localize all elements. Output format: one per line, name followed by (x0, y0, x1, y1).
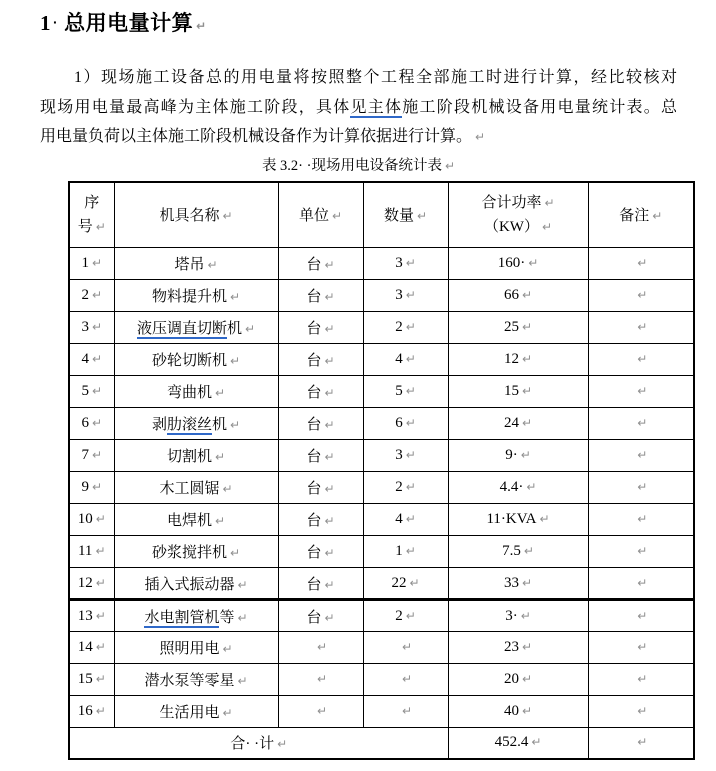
pilcrow-mark: ↵ (521, 320, 533, 334)
pilcrow-mark: ↵ (520, 608, 531, 623)
cell-qty: 6 ↵ (363, 408, 448, 440)
pilcrow-mark: ↵ (316, 640, 328, 654)
pilcrow-mark: ↵ (324, 546, 335, 560)
cell-remark (588, 536, 694, 568)
pilcrow-mark: ↵ (521, 288, 533, 302)
cell-no: 15 ↵ (69, 664, 114, 696)
cell-remark (588, 504, 694, 536)
cell-no: 13 ↵ (69, 600, 114, 632)
cell-qty: 3 ↵ (363, 440, 448, 472)
cell-name: 液压调直切断机 ↵ (114, 312, 278, 344)
pilcrow-mark: ↵ (637, 480, 648, 494)
cell-remark (588, 408, 694, 440)
header-no: 序 号 ↵ (69, 182, 114, 248)
cell-qty (363, 664, 448, 696)
table-caption: 表 3.2· ·现场用电设备统计表 ↵ (261, 157, 456, 174)
cell-power: 23 ↵ (448, 632, 588, 664)
cell-remark (588, 664, 694, 696)
cell-remark (588, 280, 694, 312)
pilcrow-mark: ↵ (324, 418, 335, 432)
pilcrow-mark: ↵ (544, 195, 555, 210)
cell-qty: 4 ↵ (363, 344, 448, 376)
pilcrow-mark: ↵ (637, 288, 648, 302)
pilcrow-mark: ↵ (521, 352, 533, 366)
cell-no: 1 ↵ (69, 248, 114, 280)
pilcrow-mark: ↵ (324, 322, 335, 336)
cell-qty (363, 696, 448, 728)
cell-unit (278, 632, 363, 664)
table-row (69, 504, 694, 536)
table-row (69, 664, 694, 696)
pilcrow-mark: ↵ (652, 209, 663, 224)
pilcrow-mark: ↵ (637, 384, 648, 398)
cell-name: 塔吊 ↵ (114, 248, 278, 280)
pilcrow-mark: ↵ (324, 450, 335, 464)
pilcrow-mark: ↵ (229, 418, 241, 432)
pilcrow-mark: ↵ (526, 480, 537, 494)
pilcrow-mark: ↵ (521, 640, 533, 654)
cell-qty: 2 ↵ (363, 600, 448, 632)
pilcrow-mark: ↵ (95, 672, 106, 686)
cell-unit: 台 ↵ (278, 280, 363, 312)
cell-remark (588, 632, 694, 664)
cell-power: 15 ↵ (448, 376, 588, 408)
pilcrow-mark: ↵ (521, 575, 533, 590)
cell-no: 6 ↵ (69, 408, 114, 440)
pilcrow-mark: ↵ (95, 544, 106, 558)
table-row (69, 280, 694, 312)
table-row (69, 696, 694, 728)
pilcrow-mark: ↵ (229, 290, 241, 304)
pilcrow-mark: ↵ (214, 450, 226, 464)
cell-unit: 台 ↵ (278, 248, 363, 280)
pilcrow-mark: ↵ (324, 386, 335, 400)
cell-name: 砂轮切断机 ↵ (114, 344, 278, 376)
pilcrow-mark: ↵ (331, 209, 343, 224)
pilcrow-mark: ↵ (91, 288, 103, 302)
cell-qty: 2 ↵ (363, 312, 448, 344)
cell-no: 12 ↵ (69, 568, 114, 600)
pilcrow-mark: ↵ (444, 158, 456, 173)
table-row (69, 312, 694, 344)
cell-qty: 22 ↵ (363, 568, 448, 600)
cell-no: 9 ↵ (69, 472, 114, 504)
cell-no: 4 ↵ (69, 344, 114, 376)
cell-remark (588, 344, 694, 376)
pilcrow-mark: ↵ (475, 130, 486, 144)
page-title (40, 9, 716, 39)
pilcrow-mark: ↵ (521, 672, 533, 686)
header-qty: 数量 ↵ (363, 182, 448, 248)
cell-no: 3 ↵ (69, 312, 114, 344)
cell-name: 木工圆锯 ↵ (114, 472, 278, 504)
paragraph-line-3: 用电量负荷以主体施工阶段机械设备作为计算依据进行计算。 ↵ (40, 128, 486, 145)
header-name: 机具名称 ↵ (114, 182, 278, 248)
pilcrow-mark: ↵ (637, 352, 648, 366)
pilcrow-mark: ↵ (229, 354, 241, 368)
table-row (69, 248, 694, 280)
total-label-cell: 合· ·计 ↵ (69, 728, 448, 759)
cell-unit: 台 ↵ (278, 472, 363, 504)
pilcrow-mark: ↵ (316, 704, 328, 718)
table-row (69, 568, 694, 600)
pilcrow-mark: ↵ (637, 416, 648, 430)
cell-unit: 台 ↵ (278, 440, 363, 472)
header-unit: 单位 ↵ (278, 182, 363, 248)
pilcrow-mark: ↵ (405, 544, 416, 558)
pilcrow-mark: ↵ (214, 514, 226, 528)
cell-remark (588, 376, 694, 408)
cell-name: 剥肋滚丝机 ↵ (114, 408, 278, 440)
pilcrow-mark: ↵ (521, 416, 533, 430)
pilcrow-mark: ↵ (95, 640, 106, 654)
pilcrow-mark: ↵ (324, 482, 335, 496)
cell-qty: 5 ↵ (363, 376, 448, 408)
pilcrow-mark: ↵ (324, 354, 335, 368)
total-remark-cell (588, 728, 694, 759)
cell-qty: 3 ↵ (363, 248, 448, 280)
pilcrow-mark: ↵ (531, 735, 542, 750)
table-row (69, 472, 694, 504)
cell-name: 生活用电 ↵ (114, 696, 278, 728)
proofing-underlined-text: 液压调直切断 (136, 321, 227, 337)
cell-power: 4.4· ↵ (448, 472, 588, 504)
heading-separator: · (53, 14, 59, 30)
table-row (69, 344, 694, 376)
pilcrow-mark: ↵ (229, 546, 241, 560)
pilcrow-mark: ↵ (91, 256, 103, 270)
cell-unit (278, 696, 363, 728)
cell-power: 160· ↵ (448, 248, 588, 280)
cell-power: 3· ↵ (448, 600, 588, 632)
pilcrow-mark: ↵ (521, 704, 533, 718)
total-power-cell: 452.4 ↵ (448, 728, 588, 759)
table-total-row (69, 728, 694, 759)
pilcrow-mark: ↵ (237, 674, 248, 688)
pilcrow-mark: ↵ (637, 735, 648, 750)
cell-qty: 1 ↵ (363, 536, 448, 568)
equipment-table (68, 181, 695, 760)
pilcrow-mark: ↵ (401, 672, 413, 686)
cell-power: 7.5 ↵ (448, 536, 588, 568)
pilcrow-mark: ↵ (637, 512, 648, 526)
cell-remark (588, 568, 694, 600)
pilcrow-mark: ↵ (222, 642, 233, 656)
proofing-underlined-text: 水电割管机 (144, 609, 220, 626)
pilcrow-mark: ↵ (237, 610, 248, 625)
cell-name: 照明用电 ↵ (114, 632, 278, 664)
pilcrow-mark: ↵ (637, 640, 648, 654)
cell-no: 7 ↵ (69, 440, 114, 472)
cell-remark (588, 440, 694, 472)
pilcrow-mark: ↵ (405, 352, 416, 366)
cell-remark (588, 696, 694, 728)
paragraph-line-1: 1）现场施工设备总的用电量将按照整个工程全部施工时进行计算，经比较核对 (74, 69, 677, 86)
pilcrow-mark: ↵ (324, 290, 335, 304)
pilcrow-mark: ↵ (91, 384, 103, 398)
cell-unit: 台 ↵ (278, 536, 363, 568)
cell-power: 40 ↵ (448, 696, 588, 728)
cell-unit: 台 ↵ (278, 568, 363, 600)
pilcrow-mark: ↵ (637, 448, 648, 462)
cell-no: 2 ↵ (69, 280, 114, 312)
cell-power: 9· ↵ (448, 440, 588, 472)
cell-power: 12 ↵ (448, 344, 588, 376)
cell-unit: 台 ↵ (278, 376, 363, 408)
header-power: 合计功率 ↵ （KW） ↵ (448, 182, 588, 248)
pilcrow-mark: ↵ (222, 482, 233, 496)
pilcrow-mark: ↵ (91, 352, 103, 366)
cell-name: 弯曲机 ↵ (114, 376, 278, 408)
pilcrow-mark: ↵ (405, 480, 416, 494)
table-header-row (69, 182, 694, 248)
pilcrow-mark: ↵ (91, 416, 103, 430)
cell-name: 插入式振动器 ↵ (114, 568, 278, 600)
cell-name: 砂浆搅拌机 ↵ (114, 536, 278, 568)
pilcrow-mark: ↵ (244, 322, 256, 336)
cell-name: 电焊机 ↵ (114, 504, 278, 536)
pilcrow-mark: ↵ (637, 672, 648, 686)
cell-unit: 台 ↵ (278, 344, 363, 376)
cell-power: 66 ↵ (448, 280, 588, 312)
cell-qty: 3 ↵ (363, 280, 448, 312)
cell-remark (588, 600, 694, 632)
cell-qty: 4 ↵ (363, 504, 448, 536)
cell-power: 33 ↵ (448, 568, 588, 600)
pilcrow-mark: ↵ (637, 256, 648, 270)
pilcrow-mark: ↵ (405, 384, 416, 398)
pilcrow-mark: ↵ (324, 514, 335, 528)
cell-name: 切割机 ↵ (114, 440, 278, 472)
pilcrow-mark: ↵ (416, 209, 428, 224)
table-row (69, 408, 694, 440)
pilcrow-mark: ↵ (207, 258, 218, 272)
cell-name: 水电割管机等 ↵ (114, 600, 278, 632)
cell-qty (363, 632, 448, 664)
pilcrow-mark: ↵ (405, 512, 416, 526)
pilcrow-mark: ↵ (324, 258, 335, 272)
cell-power: 25 ↵ (448, 312, 588, 344)
cell-remark (588, 248, 694, 280)
pilcrow-mark: ↵ (405, 416, 416, 430)
pilcrow-mark: ↵ (95, 608, 106, 623)
pilcrow-mark: ↵ (405, 256, 416, 270)
pilcrow-mark: ↵ (95, 219, 106, 234)
pilcrow-mark: ↵ (520, 448, 531, 462)
cell-remark (588, 312, 694, 344)
heading-number: 1 (40, 11, 51, 35)
pilcrow-mark: ↵ (324, 610, 335, 625)
pilcrow-mark: ↵ (95, 704, 106, 718)
pilcrow-mark: ↵ (214, 386, 226, 400)
table-row (69, 376, 694, 408)
pilcrow-mark: ↵ (405, 288, 416, 302)
table-row (69, 600, 694, 632)
pilcrow-mark: ↵ (237, 577, 248, 592)
pilcrow-mark: ↵ (405, 448, 416, 462)
cell-no: 5 ↵ (69, 376, 114, 408)
pilcrow-mark: ↵ (222, 209, 233, 224)
cell-unit (278, 664, 363, 696)
pilcrow-mark: ↵ (95, 575, 106, 590)
proofing-underlined-text: 肋滚丝 (166, 417, 212, 433)
body-paragraph (40, 63, 677, 153)
pilcrow-mark: ↵ (521, 384, 533, 398)
cell-power: 11·KVA ↵ (448, 504, 588, 536)
pilcrow-mark: ↵ (405, 608, 416, 623)
pilcrow-mark: ↵ (637, 320, 648, 334)
cell-name: 物料提升机 ↵ (114, 280, 278, 312)
pilcrow-mark: ↵ (401, 640, 413, 654)
pilcrow-mark: ↵ (91, 480, 103, 494)
header-remark: 备注 ↵ (588, 182, 694, 248)
table-row (69, 632, 694, 664)
pilcrow-mark: ↵ (528, 256, 539, 270)
heading-text: 总用电量计算 (64, 12, 194, 35)
pilcrow-mark: ↵ (95, 512, 106, 526)
cell-unit: 台 ↵ (278, 312, 363, 344)
cell-no: 11 ↵ (69, 536, 114, 568)
pilcrow-mark: ↵ (405, 320, 416, 334)
pilcrow-mark: ↵ (401, 704, 413, 718)
pilcrow-mark: ↵ (277, 737, 288, 752)
pilcrow-mark: ↵ (222, 706, 233, 720)
pilcrow-mark: ↵ (196, 19, 207, 33)
pilcrow-mark: ↵ (637, 544, 648, 558)
cell-no: 16 ↵ (69, 696, 114, 728)
cell-remark (588, 472, 694, 504)
cell-power: 20 ↵ (448, 664, 588, 696)
pilcrow-mark: ↵ (523, 544, 534, 558)
pilcrow-mark: ↵ (91, 448, 103, 462)
cell-unit: 台 ↵ (278, 600, 363, 632)
document-page (0, 9, 716, 771)
cell-unit: 台 ↵ (278, 504, 363, 536)
cell-no: 14 ↵ (69, 632, 114, 664)
pilcrow-mark: ↵ (409, 575, 420, 590)
pilcrow-mark: ↵ (637, 704, 648, 718)
proofing-underlined-text: 见主体 (350, 98, 403, 116)
table-row (69, 440, 694, 472)
cell-no: 10 ↵ (69, 504, 114, 536)
table-row (69, 536, 694, 568)
paragraph-line-2: 现场用电量最高峰为主体施工阶段，具体见主体施工阶段机械设备用电量统计表。总 (40, 98, 677, 116)
pilcrow-mark: ↵ (539, 512, 550, 526)
pilcrow-mark: ↵ (316, 672, 328, 686)
cell-power: 24 ↵ (448, 408, 588, 440)
pilcrow-mark: ↵ (637, 608, 648, 623)
pilcrow-mark: ↵ (541, 219, 553, 234)
cell-name: 潜水泵等零星 ↵ (114, 664, 278, 696)
pilcrow-mark: ↵ (324, 577, 335, 592)
cell-qty: 2 ↵ (363, 472, 448, 504)
pilcrow-mark: ↵ (91, 320, 103, 334)
pilcrow-mark: ↵ (637, 575, 648, 590)
cell-unit: 台 ↵ (278, 408, 363, 440)
